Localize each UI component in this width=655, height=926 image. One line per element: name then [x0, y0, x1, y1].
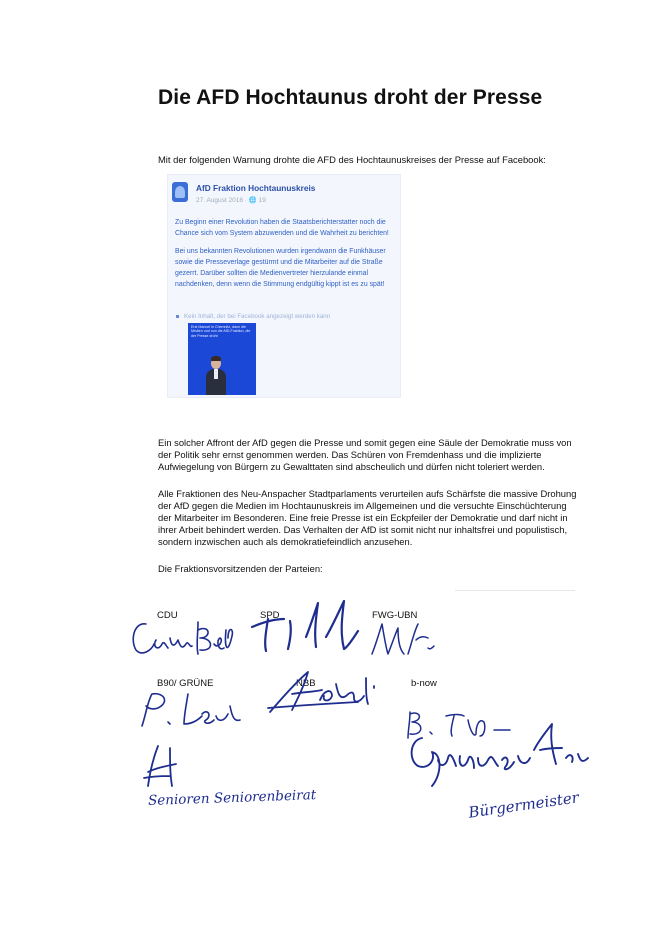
party-label-fwg: FWG-UBN	[372, 610, 418, 621]
thumbnail-text: Erst Manuel in Chemnitz, dann die Medien und nun die AfD-Fraktion, die der Presse droht	[191, 325, 251, 338]
party-label-bnow: b-now	[411, 678, 437, 689]
party-label-spd: SPD	[260, 610, 280, 621]
person-figure	[206, 357, 226, 395]
signature-council-mark	[140, 742, 190, 788]
post-paragraph: Bei uns bekannten Revolutionen wurden irgendwann die Funkhäuser sowie die Presseverlage gestürmt und die Mitarbeiter auf die Straße gezerrt. Darüber sollten die Medienvertreter hierzulande einmal nachdenken, denn wenn die Stimmung endgültig kippt ist es zu spät!	[175, 248, 386, 288]
post-body	[175, 217, 401, 297]
signature-senior-council: Senioren Seniorenbeirat	[147, 787, 317, 809]
body-paragraph-2: Alle Fraktionen des Neu-Anspacher Stadtparlaments verurteilen aufs Schärfste die massive Drohung der AfD gegen die Medien im Hochtaunuskreis im Allgemeinen und die versuchte Einschüchterung der Mitarbeiter im Besonderen. Eine freie Presse ist ein Eckpfeiler der Demokratie und darf nicht in ihrer Arbeit behindert werden. Das Verhalten der AfD ist somit nicht nur inhaltsfrei und populistisch, sondern inzwischen auch als demokratiefeindlich anzusehen.	[158, 488, 577, 547]
facebook-page-name: AfD Fraktion Hochtaunuskreis	[196, 183, 316, 193]
party-label-cdu: CDU	[157, 610, 178, 621]
post-link-text: Kein Inhalt, der bei Facebook angezeigt werden kann	[184, 313, 331, 320]
document-title: Die AFD Hochtaunus droht der Presse	[158, 86, 543, 109]
signature-mayor	[402, 720, 602, 792]
closing-line: Die Fraktionsvorsitzenden der Parteien:	[158, 563, 323, 574]
signature-cdu	[128, 610, 238, 660]
post-paragraph: Zu Beginn einer Revolution haben die Staatsberichterstatter noch die Chance sich vom System abzuwenden und die Wahrheit zu berichten!	[175, 219, 389, 237]
post-link	[176, 313, 330, 320]
page-avatar-icon	[172, 182, 188, 202]
post-thumbnail	[188, 323, 256, 395]
divider	[455, 590, 575, 591]
signature-nbb	[262, 664, 382, 718]
link-bullet-icon	[176, 315, 179, 318]
post-meta: 27. August 2018 · 🌐 19	[196, 197, 266, 204]
party-label-nbb: NBB	[296, 678, 316, 689]
signature-mayor-title: Bürgermeister	[467, 788, 580, 822]
signature-spd	[248, 597, 360, 655]
signature-gruene	[128, 686, 248, 730]
facebook-post-screenshot	[168, 175, 400, 397]
body-paragraph-1: Ein solcher Affront der AfD gegen die Presse und somit gegen eine Säule der Demokratie muss von der Politik sehr ernst genommen werden. Das Schüren von Fremdenhass und die implizierte Aufwiegelung von Bürgern zu Gewalttaten sind abscheulich und dürfen nicht toleriert werden.	[158, 437, 572, 472]
signature-fwg	[366, 618, 446, 660]
intro-text: Mit der folgenden Warnung drohte die AFD des Hochtaunuskreises der Presse auf Facebook:	[158, 154, 546, 165]
party-label-gruene: B90/ GRÜNE	[157, 678, 214, 689]
